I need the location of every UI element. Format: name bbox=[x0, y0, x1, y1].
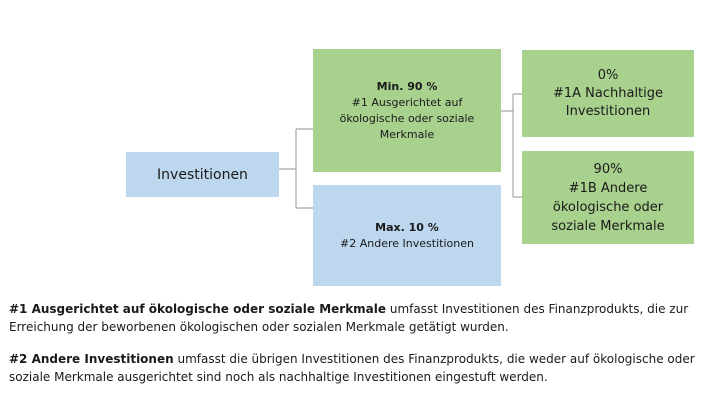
node-investitionen bbox=[126, 152, 279, 197]
connector-root-split bbox=[279, 129, 313, 208]
node-nachhaltige bbox=[522, 50, 694, 137]
node-andere-value: Max. 10 % bbox=[375, 220, 439, 234]
node-andere-merkmale-value: 90% bbox=[593, 161, 623, 177]
node-andere-merkmale-line: soziale Merkmale bbox=[551, 218, 665, 234]
node-nachhaltige-line: Investitionen bbox=[565, 103, 651, 119]
legend-item-1 bbox=[9, 300, 709, 336]
node-andere-merkmale-line: ökologische oder bbox=[552, 199, 664, 215]
node-andere-line: #2 Andere Investitionen bbox=[340, 236, 474, 250]
node-ausgerichtet-line: ökologische oder soziale bbox=[339, 111, 475, 125]
node-andere-merkmale-line: #1B Andere bbox=[568, 180, 648, 196]
node-ausgerichtet-value: Min. 90 % bbox=[376, 79, 438, 93]
node-ausgerichtet-line: #1 Ausgerichtet auf bbox=[351, 95, 463, 109]
node-ausgerichtet-line: Merkmale bbox=[379, 127, 435, 141]
node-investitionen-label: Investitionen bbox=[157, 166, 248, 183]
legend-text: umfasst die übrigen Investitionen des Finanzprodukts, die weder auf ökologische oder soziale Merkmale ausgerichtet sind noch als nachhaltige Investitionen eingestuft werden. bbox=[9, 352, 695, 384]
node-nachhaltige-value: 0% bbox=[597, 67, 619, 83]
node-andere-merkmale bbox=[522, 151, 694, 244]
legend-term: #2 Andere Investitionen bbox=[9, 352, 174, 366]
legend-text: umfasst Investitionen des Finanzprodukts, die zur Erreichung der beworbenen ökologischen oder sozialen Merkmale getätigt wurden. bbox=[9, 302, 689, 334]
connector-box1-split bbox=[501, 94, 522, 197]
node-ausgerichtet bbox=[313, 49, 501, 172]
node-nachhaltige-line: #1A Nachhaltige bbox=[552, 85, 664, 101]
legend-term: #1 Ausgerichtet auf ökologische oder soziale Merkmale bbox=[9, 302, 387, 316]
legend-item-2 bbox=[9, 350, 709, 386]
node-andere-investitionen bbox=[313, 185, 501, 286]
